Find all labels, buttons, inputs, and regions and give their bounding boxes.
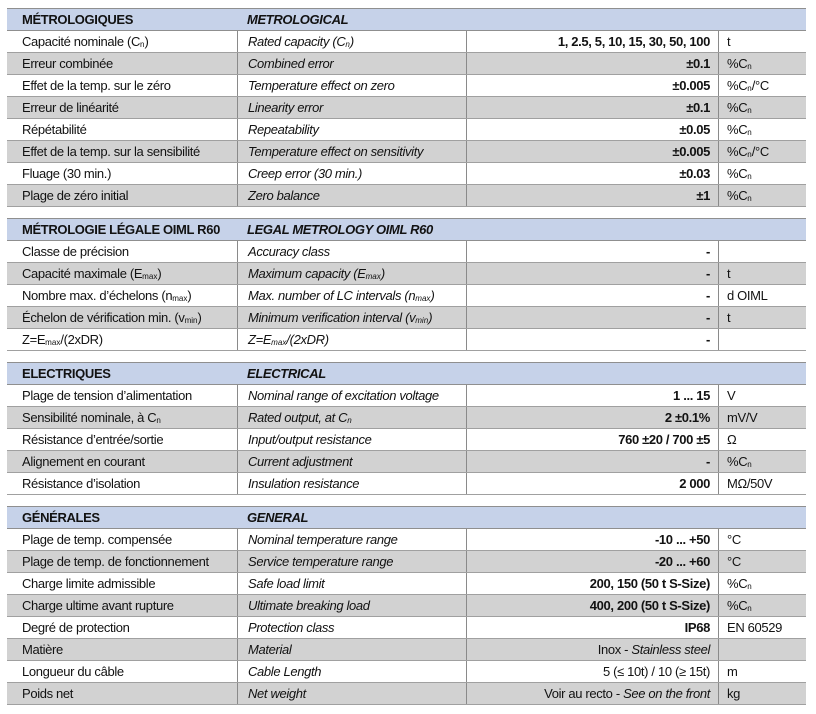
label-en: Accuracy class xyxy=(237,241,466,262)
label-fr: Matière xyxy=(22,642,63,657)
label-fr: Résistance d’entrée/sortie xyxy=(22,432,164,447)
label-fr: Alignement en courant xyxy=(22,454,145,469)
unit: kg xyxy=(718,683,806,704)
spec-row xyxy=(7,163,806,185)
value: 2 000 xyxy=(466,473,718,494)
label-en: Creep error (30 min.) xyxy=(237,163,466,184)
section-title-en: GENERAL xyxy=(247,510,309,525)
label-en: Protection class xyxy=(237,617,466,638)
unit xyxy=(718,639,806,660)
value: -20 ... +60 xyxy=(466,551,718,572)
label-fr: Échelon de vérification min. $(v_{min})$ xyxy=(22,310,202,326)
unit: $\%C_n$ xyxy=(718,163,806,184)
label-en: Safe load limit xyxy=(237,573,466,594)
label-fr: Plage de tension d’alimentation xyxy=(22,388,192,403)
section-title-en: METROLOGICAL xyxy=(247,12,349,27)
section-electrical xyxy=(7,362,806,495)
unit: $\%C_n$ xyxy=(718,53,806,74)
label-fr: Nombre max. d’échelons $(n_{max})$ xyxy=(22,288,192,304)
label-fr: Capacité maximale $(E_{max})$ xyxy=(22,266,162,282)
spec-row xyxy=(7,451,806,473)
unit: V xyxy=(718,385,806,406)
spec-row xyxy=(7,661,806,683)
unit: d OIML xyxy=(718,285,806,306)
label-en: Zero balance xyxy=(237,185,466,206)
spec-row xyxy=(7,595,806,617)
section-header-spacer xyxy=(718,219,806,240)
value: 2 ±0.1% xyxy=(466,407,718,428)
label-fr: Fluage (30 min.) xyxy=(22,166,112,181)
label-fr: Erreur de linéarité xyxy=(22,100,119,115)
unit: Ω xyxy=(718,429,806,450)
spec-row xyxy=(7,683,806,705)
label-fr: Classe de précision xyxy=(22,244,129,259)
unit: $\%C_n$ xyxy=(718,595,806,616)
spec-table xyxy=(7,8,806,705)
value: 1 ... 15 xyxy=(466,385,718,406)
value: ±1 xyxy=(466,185,718,206)
section-general xyxy=(7,506,806,705)
section-header-spacer xyxy=(718,507,806,528)
label-en: Combined error xyxy=(237,53,466,74)
label-en: Repeatability xyxy=(237,119,466,140)
spec-row xyxy=(7,573,806,595)
unit: °C xyxy=(718,551,806,572)
label-fr: Sensibilité nominale, à $C_n$ xyxy=(22,410,161,426)
label-en: Max. number of LC intervals $(n_{max})$ xyxy=(237,285,466,306)
label-en: Rated capacity $(C_n)$ xyxy=(237,31,466,52)
unit: t xyxy=(718,31,806,52)
label-fr: Charge limite admissible xyxy=(22,576,156,591)
section-header-spacer xyxy=(466,363,718,384)
label-en: Net weight xyxy=(237,683,466,704)
section-title-fr: MÉTROLOGIE LÉGALE OIML R60 xyxy=(22,222,220,237)
label-fr: Capacité nominale $(C_n)$ xyxy=(22,34,149,50)
value: -10 ... +50 xyxy=(466,529,718,550)
spec-row xyxy=(7,617,806,639)
unit: t xyxy=(718,307,806,328)
label-fr: Effet de la temp. sur le zéro xyxy=(22,78,171,93)
section-header-spacer xyxy=(718,363,806,384)
unit: $\%C_n$ xyxy=(718,185,806,206)
section-title-en: LEGAL METROLOGY OIML R60 xyxy=(247,222,433,237)
value: 5 (≤ 10t) / 10 (≥ 15t) xyxy=(466,661,718,682)
label-en: Minimum verification interval $(v_{min})$ xyxy=(237,307,466,328)
spec-row xyxy=(7,473,806,495)
section-header-spacer xyxy=(718,9,806,30)
spec-row xyxy=(7,307,806,329)
value: ±0.005 xyxy=(466,75,718,96)
label-fr: Degré de protection xyxy=(22,620,130,635)
unit: EN 60529 xyxy=(718,617,806,638)
label-en: Nominal range of excitation voltage xyxy=(237,385,466,406)
section-header-general xyxy=(7,506,806,529)
spec-row xyxy=(7,385,806,407)
value: ±0.05 xyxy=(466,119,718,140)
label-fr: Longueur du câble xyxy=(22,664,124,679)
label-en: Service temperature range xyxy=(237,551,466,572)
value: Inox - Stainless steel xyxy=(466,639,718,660)
spec-row xyxy=(7,31,806,53)
unit: m xyxy=(718,661,806,682)
value: - xyxy=(466,241,718,262)
unit: $\%C_n/^\circ C$ xyxy=(718,141,806,162)
value: 400, 200 (50 t S-Size) xyxy=(466,595,718,616)
spec-row xyxy=(7,263,806,285)
unit: $\%C_n$ xyxy=(718,97,806,118)
spec-row xyxy=(7,551,806,573)
label-en: $Z=E_{max}/(2xDR)$ xyxy=(237,329,466,350)
spec-row xyxy=(7,329,806,351)
spec-row xyxy=(7,185,806,207)
unit: mV/V xyxy=(718,407,806,428)
label-fr: Plage de zéro initial xyxy=(22,188,129,203)
label-fr: Répétabilité xyxy=(22,122,87,137)
value: ±0.005 xyxy=(466,141,718,162)
unit: MΩ/50V xyxy=(718,473,806,494)
label-en: Linearity error xyxy=(237,97,466,118)
label-fr: Charge ultime avant rupture xyxy=(22,598,174,613)
label-en: Input/output resistance xyxy=(237,429,466,450)
label-en: Insulation resistance xyxy=(237,473,466,494)
label-fr: Erreur combinée xyxy=(22,56,113,71)
label-fr: Poids net xyxy=(22,686,74,701)
spec-row xyxy=(7,97,806,119)
unit: °C xyxy=(718,529,806,550)
spec-row xyxy=(7,285,806,307)
value: - xyxy=(466,285,718,306)
spec-row xyxy=(7,75,806,97)
label-en: Temperature effect on sensitivity xyxy=(237,141,466,162)
spec-row xyxy=(7,119,806,141)
label-fr: $Z=E_{max}/(2xDR)$ xyxy=(22,332,103,348)
unit: $\%C_n$ xyxy=(718,573,806,594)
section-metrological xyxy=(7,8,806,207)
label-en: Rated output, at $C_n$ xyxy=(237,407,466,428)
section-header-spacer xyxy=(466,507,718,528)
label-en: Material xyxy=(237,639,466,660)
spec-row xyxy=(7,639,806,661)
value: 1, 2.5, 5, 10, 15, 30, 50, 100 xyxy=(466,31,718,52)
section-header-legal-metrology xyxy=(7,218,806,241)
spec-row xyxy=(7,407,806,429)
unit: t xyxy=(718,263,806,284)
section-header-spacer xyxy=(466,9,718,30)
label-en: Nominal temperature range xyxy=(237,529,466,550)
label-fr: Plage de temp. de fonctionnement xyxy=(22,554,209,569)
value: IP68 xyxy=(466,617,718,638)
value: ±0.03 xyxy=(466,163,718,184)
label-en: Ultimate breaking load xyxy=(237,595,466,616)
value: - xyxy=(466,307,718,328)
spec-row xyxy=(7,241,806,263)
spec-row xyxy=(7,529,806,551)
unit: $\%C_n/^\circ C$ xyxy=(718,75,806,96)
unit xyxy=(718,329,806,350)
spec-row xyxy=(7,429,806,451)
section-header-electrical xyxy=(7,362,806,385)
unit: $\%C_n$ xyxy=(718,451,806,472)
section-title-fr: ELECTRIQUES xyxy=(22,366,111,381)
label-en: Cable Length xyxy=(237,661,466,682)
section-header-spacer xyxy=(466,219,718,240)
value: ±0.1 xyxy=(466,97,718,118)
value: - xyxy=(466,263,718,284)
section-title-fr: GÉNÉRALES xyxy=(22,510,100,525)
unit: $\%C_n$ xyxy=(718,119,806,140)
section-title-en: ELECTRICAL xyxy=(247,366,326,381)
unit xyxy=(718,241,806,262)
label-en: Temperature effect on zero xyxy=(237,75,466,96)
section-header-metrological xyxy=(7,8,806,31)
value: 200, 150 (50 t S-Size) xyxy=(466,573,718,594)
spec-row xyxy=(7,141,806,163)
spec-row xyxy=(7,53,806,75)
section-legal-metrology xyxy=(7,218,806,351)
label-fr: Effet de la temp. sur la sensibilité xyxy=(22,144,200,159)
label-en: Maximum capacity $(E_{max})$ xyxy=(237,263,466,284)
value: ±0.1 xyxy=(466,53,718,74)
label-fr: Résistance d’isolation xyxy=(22,476,141,491)
section-title-fr: MÉTROLOGIQUES xyxy=(22,12,134,27)
value: 760 ±20 / 700 ±5 xyxy=(466,429,718,450)
value: Voir au recto - See on the front xyxy=(466,683,718,704)
label-en: Current adjustment xyxy=(237,451,466,472)
value: - xyxy=(466,329,718,350)
label-fr: Plage de temp. compensée xyxy=(22,532,172,547)
value: - xyxy=(466,451,718,472)
